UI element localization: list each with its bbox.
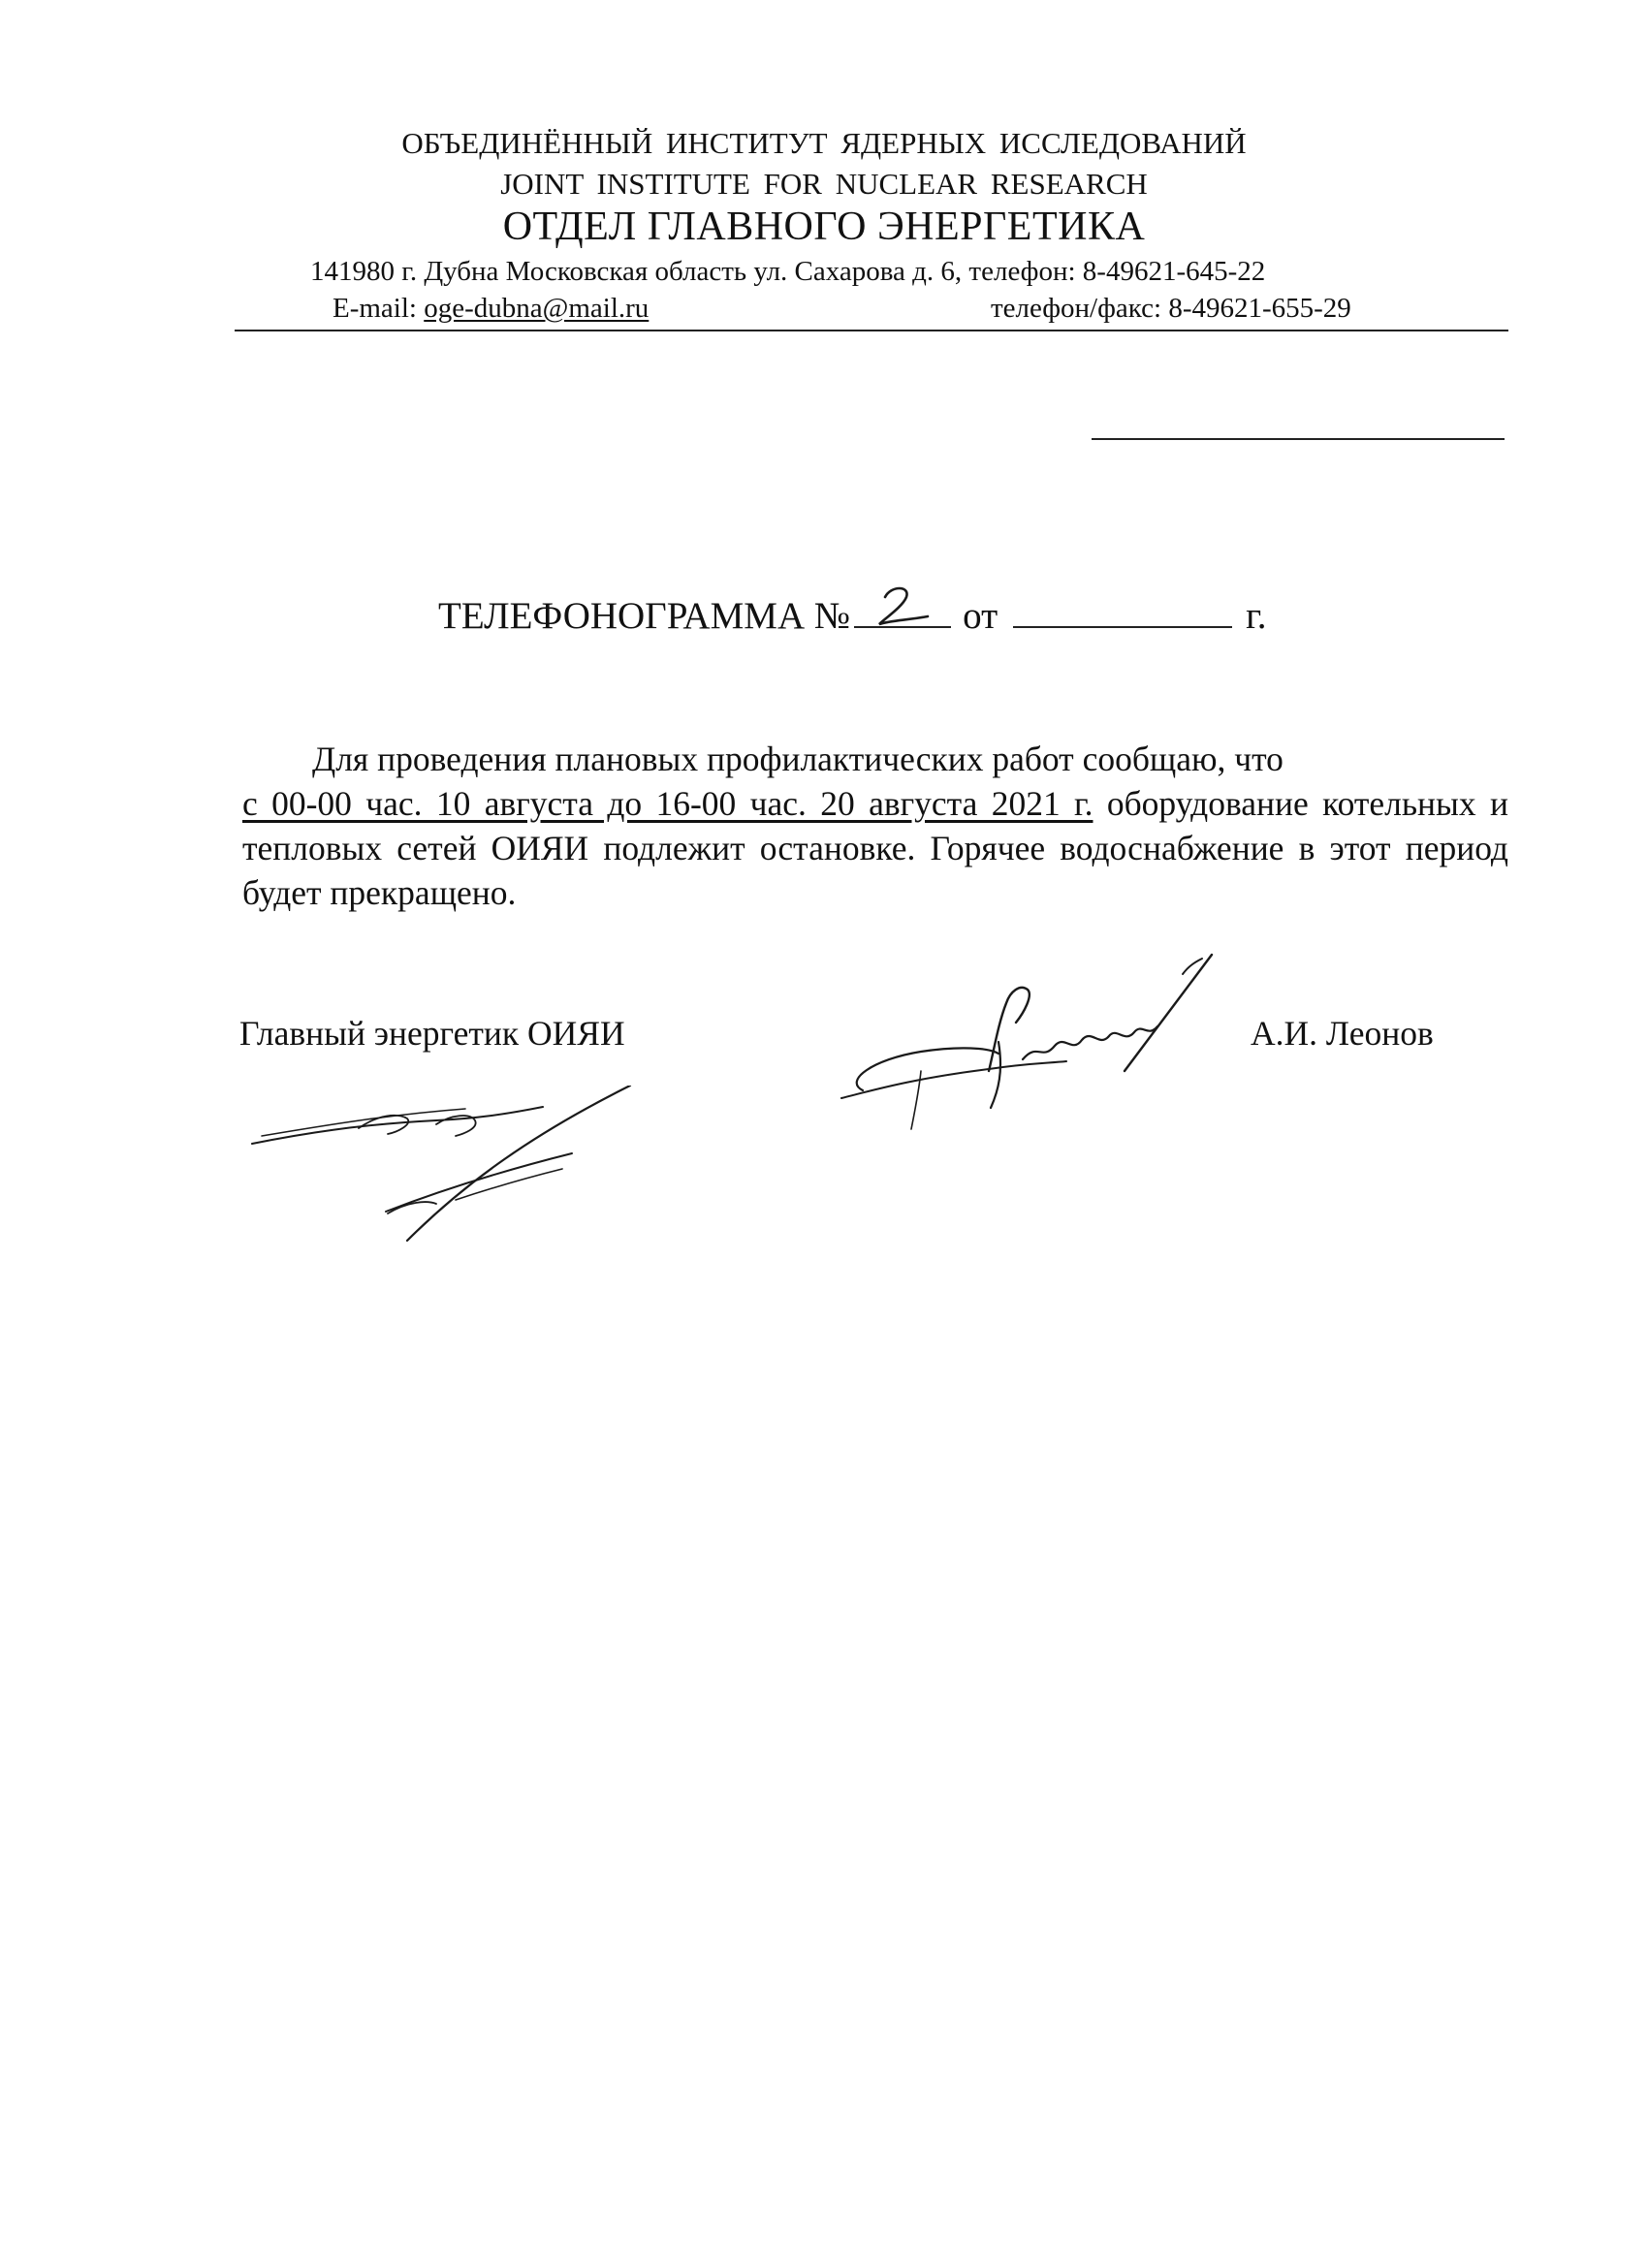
department-name: ОТДЕЛ ГЛАВНОГО ЭНЕРГЕТИКА <box>502 205 1146 249</box>
org-name-en: JOINT INSTITUTE FOR NUCLEAR RESEARCH <box>500 167 1148 201</box>
second-signature <box>242 1086 659 1260</box>
email-line <box>333 293 649 325</box>
org-name-ru: ОБЪЕДИНЁННЫЙ ИНСТИТУТ ЯДЕРНЫХ ИССЛЕДОВАНИЙ <box>401 126 1247 160</box>
header-divider <box>235 330 1508 331</box>
address-line: 141980 г. Дубна Московская область ул. Сахарова д. 6, телефон: 8-49621-645-22 <box>310 256 1266 287</box>
email-label: E-mail: <box>333 293 425 324</box>
body-paragraph <box>242 737 1508 915</box>
title-year-suffix: г. <box>1246 595 1267 637</box>
body-line-1: Для проведения плановых профилактических работ сообщаю, что <box>312 740 1284 778</box>
signer-name: А.И. Леонов <box>1251 1014 1434 1053</box>
signer-role: Главный энергетик ОИЯИ <box>239 1014 625 1053</box>
title-prefix: ТЕЛЕФОНОГРАММА № <box>438 595 851 637</box>
title-from-label: от <box>963 595 998 637</box>
fax-line: телефон/факс: 8-49621-655-29 <box>991 293 1351 324</box>
date-blank <box>1013 593 1232 628</box>
document-title <box>438 593 1266 638</box>
email-link[interactable]: oge-dubna@mail.ru <box>424 293 650 324</box>
recipient-blank-line <box>1092 438 1505 440</box>
main-signature <box>834 945 1299 1139</box>
body-rest: оборудование котельных и тепловых сетей ОИЯИ подлежит остановке. Горячее водоснабжение в этот период будет прекращено. <box>242 784 1508 912</box>
number-blank <box>854 593 951 628</box>
handwritten-number <box>872 582 939 630</box>
body-period: с 00-00 час. 10 августа до 16-00 час. 20 августа 2021 г. <box>242 784 1093 823</box>
